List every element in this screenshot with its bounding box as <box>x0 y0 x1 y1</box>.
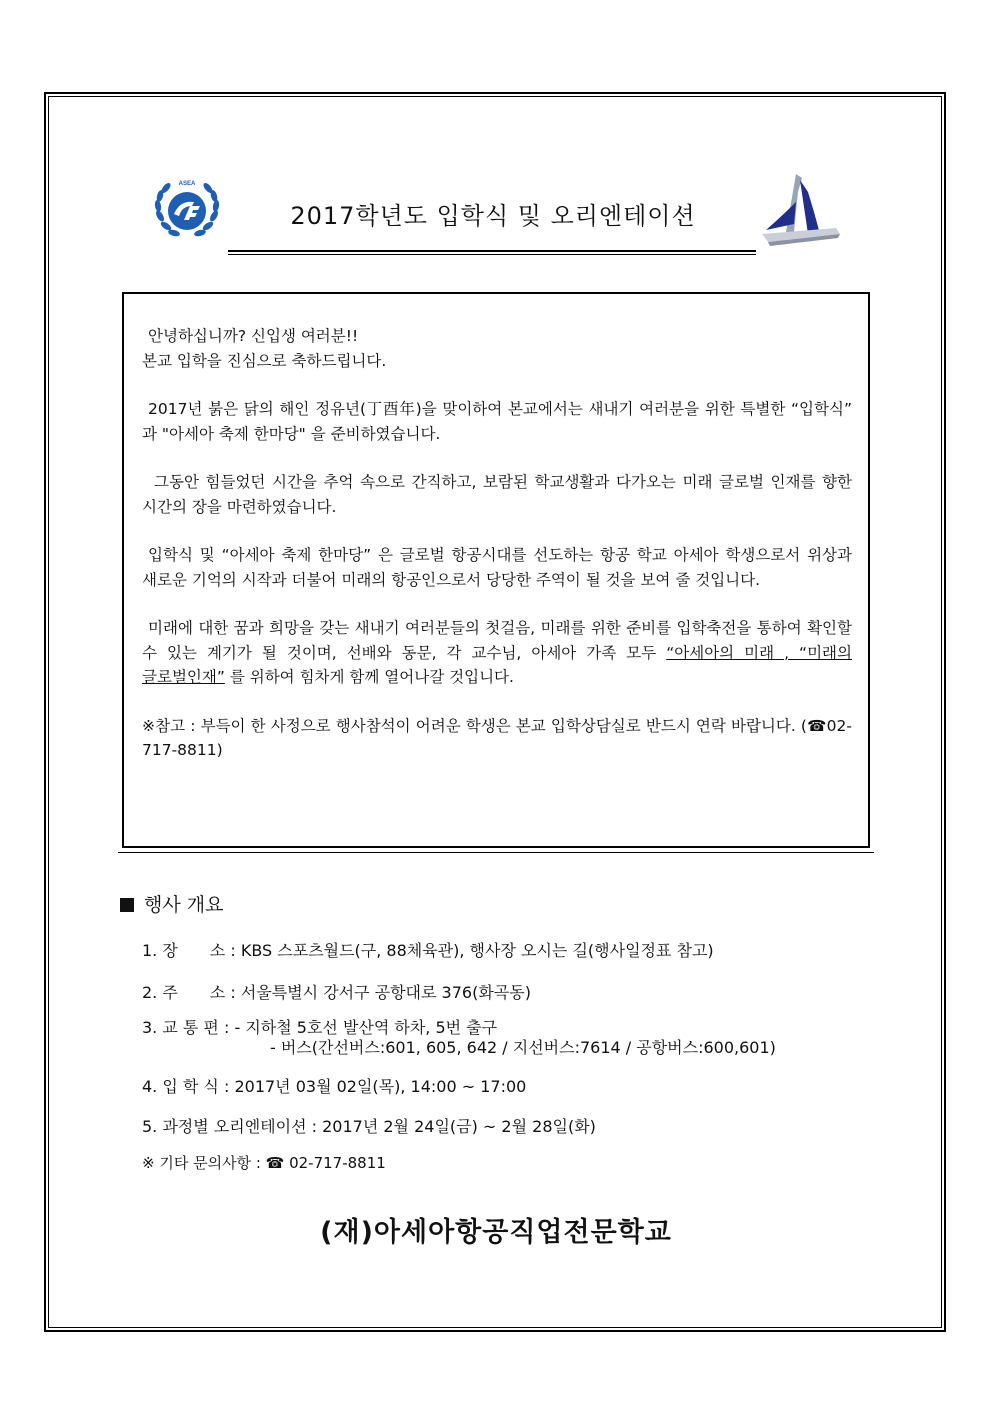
overview-item-address: 2. 주 소 : 서울특별시 강서구 공항대로 376(화곡동) <box>142 983 531 1002</box>
paragraph-3-text: 그동안 힘들었던 시간을 추억 속으로 간직하고, 보람된 학교생활과 다가오는 미래 글로벌 인재를 향한 시간의 장을 마련하였습니다. <box>142 473 852 516</box>
square-bullet-icon <box>120 898 134 912</box>
paragraph-2-text: 2017년 붉은 닭의 해인 정유년(丁酉年)을 맞이하여 본교에서는 새내기 여러분을 위한 특별한 “입학식” 과 "아세아 축제 한마당" 을 준비하였습니다. <box>142 400 852 443</box>
tower-sculpture-icon <box>756 172 842 252</box>
page-title: 2017학년도 입학식 및 오리엔테이션 <box>290 202 696 230</box>
asea-laurel-logo-icon <box>150 176 224 244</box>
greeting-line-2: 본교 입학을 진심으로 축하드립니다. <box>142 351 387 370</box>
message-paragraph-5 <box>142 616 852 690</box>
paragraph-5-end: 를 위하여 힘차게 함께 열어나갈 것입니다. <box>224 668 514 686</box>
logo-text: ASEA <box>178 181 196 187</box>
paragraph-5-start: 미래에 대한 꿈과 희망을 갖는 새내기 여러분들의 첫걸음, 미래를 위한 준비를 입학축전을 통하여 확인할 수 있는 계기가 될 것이며, 선배와 동문, 각 교수님, 아세아 가족 모두 <box>142 619 852 662</box>
transport-line-1: 3. 교 통 편 : - 지하철 5호선 발산역 하차, 5번 출구 <box>142 1018 498 1037</box>
school-name: (재)아세아항공직업전문학교 <box>320 1217 672 1248</box>
message-box-underline <box>118 852 874 853</box>
message-paragraph-3 <box>142 470 852 519</box>
title-underline <box>228 250 756 255</box>
message-paragraph-4 <box>142 543 852 592</box>
greeting-paragraph <box>142 324 852 373</box>
overview-item-orientation: 5. 과정별 오리엔테이션 : 2017년 2월 24일(금) ~ 2월 28일(화) <box>142 1117 596 1136</box>
message-note <box>142 714 852 763</box>
message-paragraph-2 <box>142 397 852 446</box>
overview-item-transport <box>142 1018 776 1058</box>
welcome-message-box <box>122 292 870 848</box>
overview-item-venue: 1. 장 소 : KBS 스포츠월드(구, 88체육관), 행사장 오시는 길(행사일정표 참고) <box>142 941 714 960</box>
paragraph-5-underlined: “아세아의 미래 , “미래의 글로벌인재” <box>142 643 852 686</box>
note-text: ※참고 : 부득이 한 사정으로 행사참석이 어려운 학생은 본교 입학상담실로 반드시 연락 바랍니다. (☎02-717-8811) <box>142 716 852 759</box>
transport-line-2: - 버스(간선버스:601, 605, 642 / 지선버스:7614 / 공항버스:600,601) <box>270 1038 776 1057</box>
overview-heading-text: 행사 개요 <box>144 894 224 916</box>
overview-heading <box>120 890 223 917</box>
overview-item-ceremony: 4. 입 학 식 : 2017년 03월 02일(목), 14:00 ~ 17:00 <box>142 1077 527 1096</box>
overview-contact: ※ 기타 문의사항 : ☎ 02-717-8811 <box>142 1154 386 1172</box>
paragraph-4-text: 입학식 및 “아세아 축제 한마당” 은 글로벌 항공시대를 선도하는 항공 학교 아세아 학생으로서 위상과 새로운 기억의 시작과 더불어 미래의 항공인으로서 당당한 주역이 될 것을 보여 줄 것입니다. <box>142 546 852 589</box>
greeting-line-1: 안녕하십니까? 신입생 여러분!! <box>148 327 359 345</box>
